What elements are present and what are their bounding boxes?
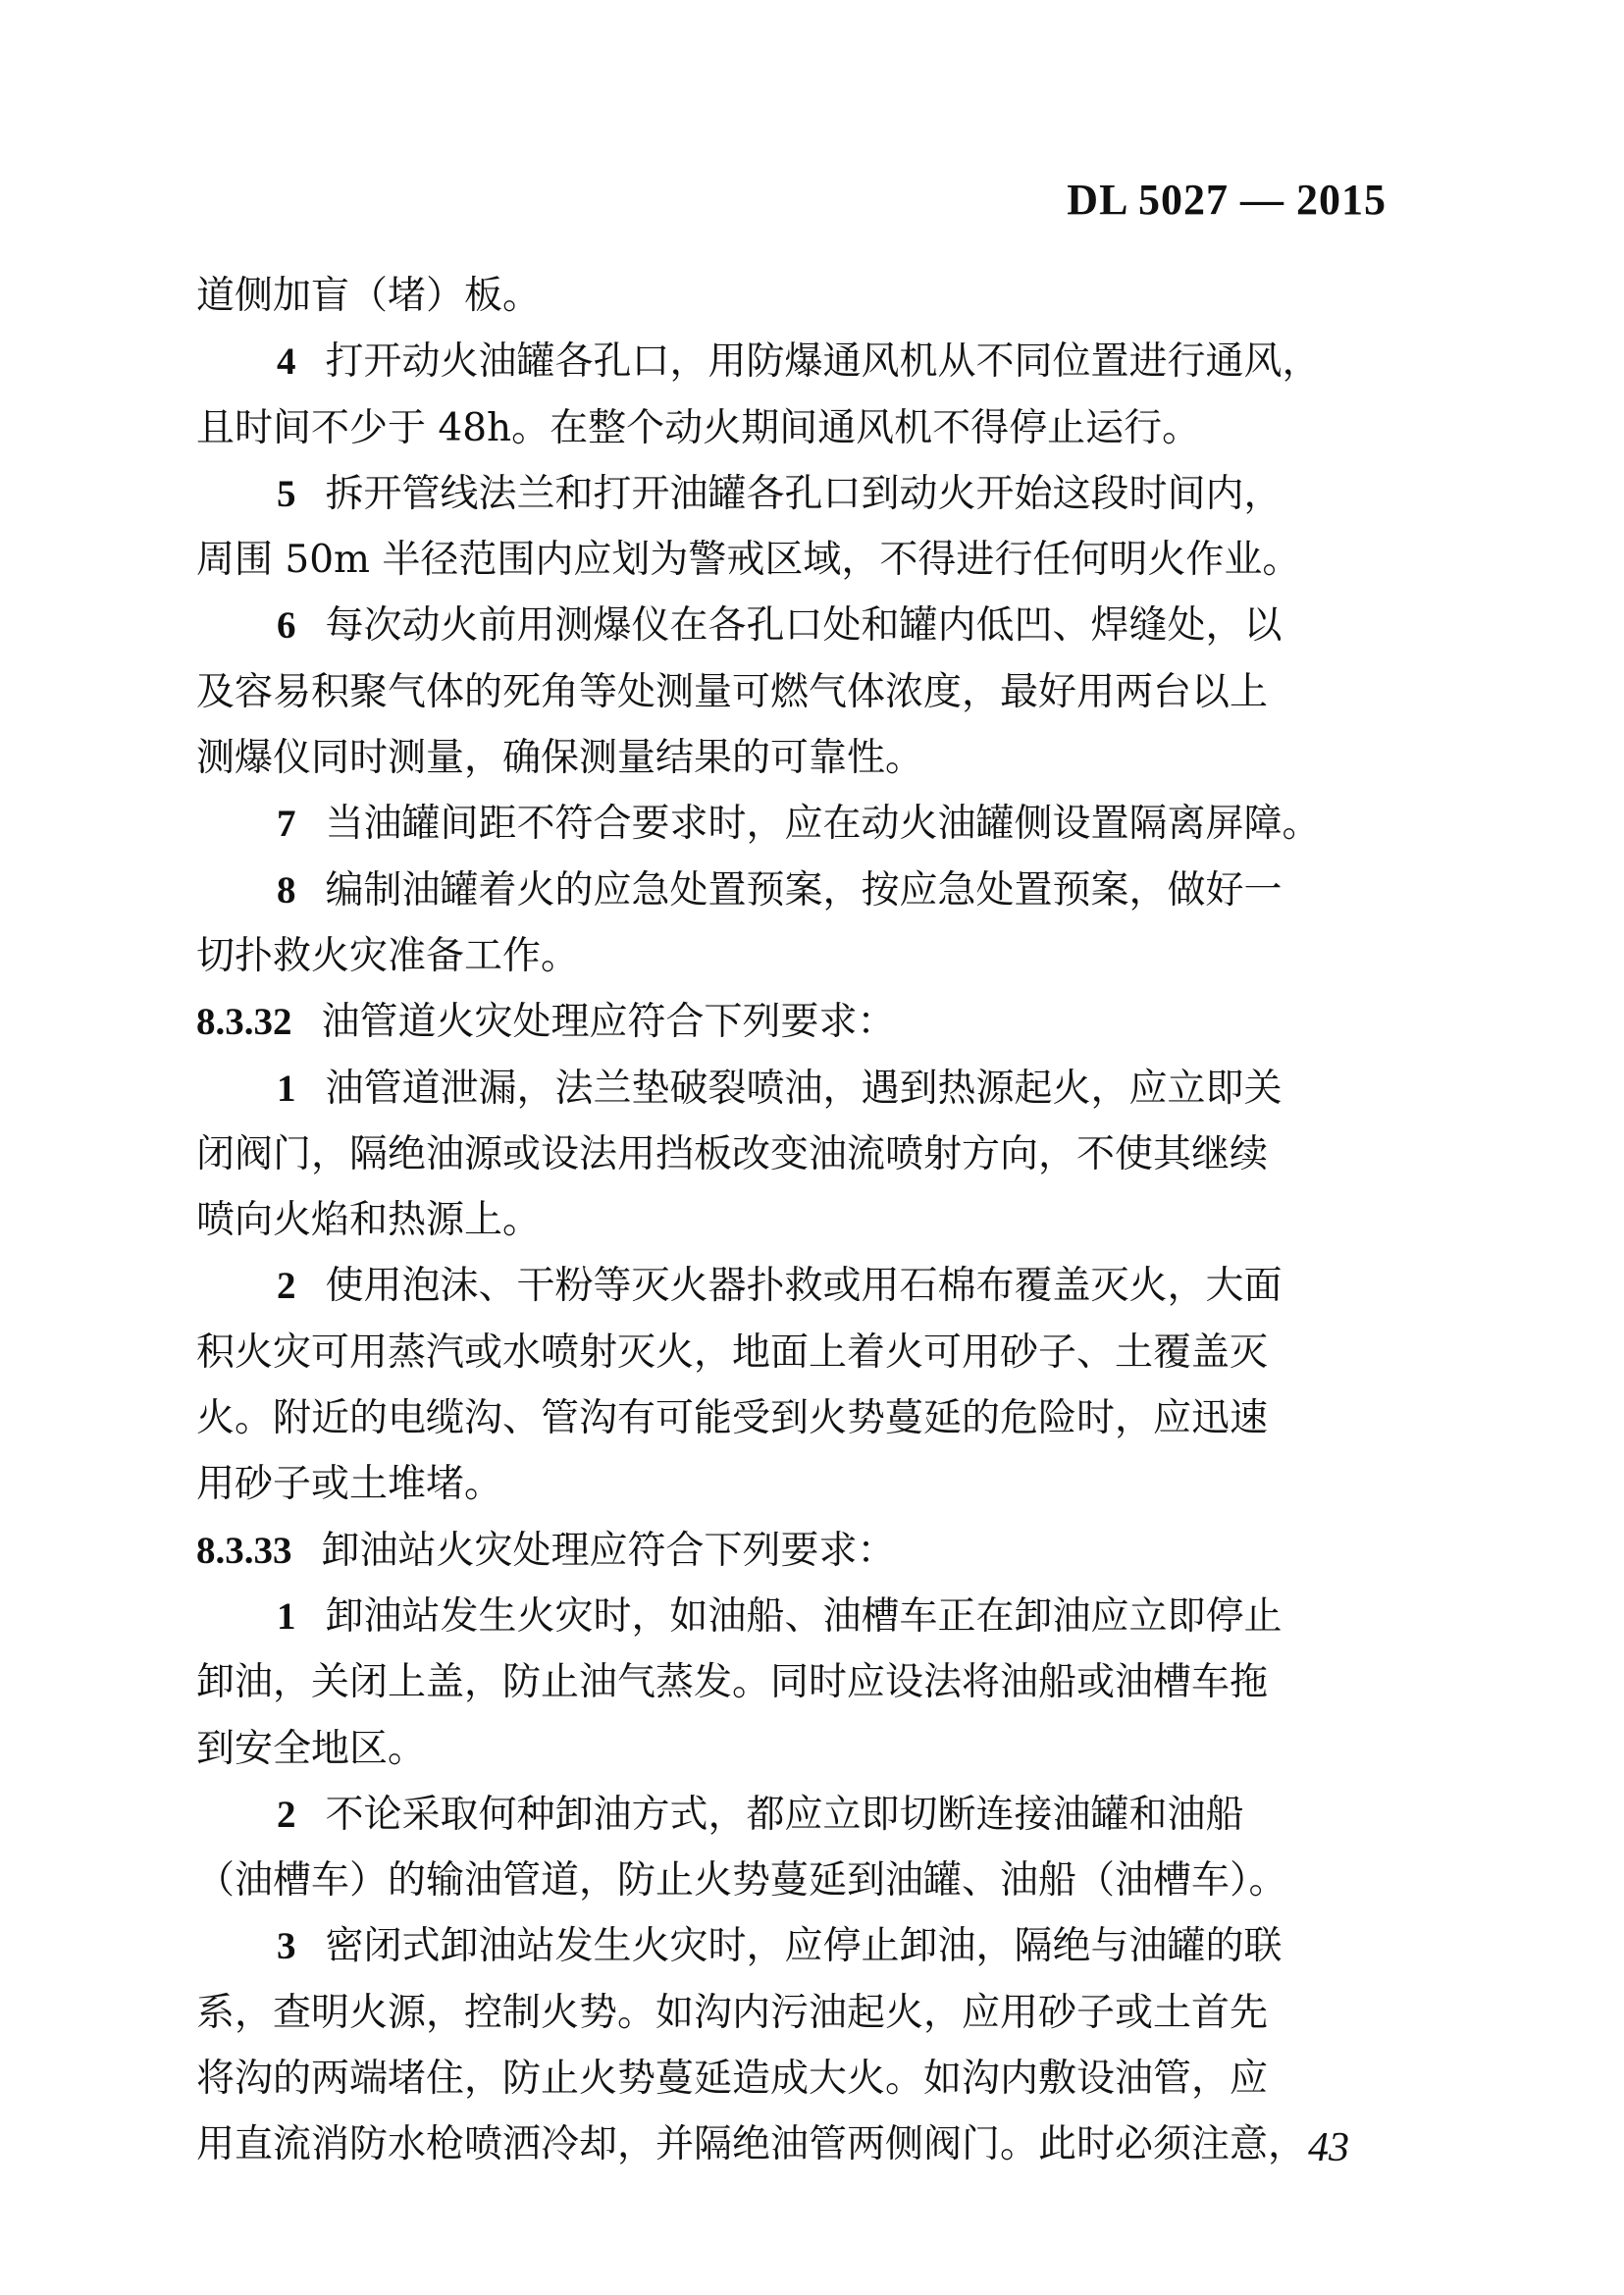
- line-text: （油槽车）的输油管道，防止火势蔓延到油罐、油船（油槽车）。: [196, 1858, 1287, 1904]
- item-number: 4: [277, 340, 296, 384]
- line-text: 密闭式卸油站发生火灾时，应停止卸油，隔绝与油罐的联: [325, 1924, 1283, 1969]
- text-line: [196, 1716, 1388, 1782]
- text-line: [196, 2046, 1388, 2112]
- line-text: 每次动火前用测爆仪在各孔口处和罐内低凹、焊缝处，以: [325, 603, 1283, 649]
- line-text: 及容易积聚气体的死角等处测量可燃气体浓度，最好用两台以上: [196, 669, 1269, 714]
- line-text: 测爆仪同时测量，确保测量结果的可靠性。: [196, 736, 924, 781]
- page-number: 43: [1308, 2125, 1349, 2170]
- text-line: [196, 461, 1388, 527]
- text-line: [196, 1980, 1388, 2046]
- line-text: 使用泡沫、干粉等灭火器扑救或用石棉布覆盖灭火，大面: [325, 1264, 1283, 1309]
- clause-number: 8.3.32: [196, 1001, 292, 1044]
- item-number: 8: [277, 868, 296, 912]
- line-text: 编制油罐着火的应急处置预案，按应急处置预案，做好一: [325, 867, 1283, 913]
- text-line: [196, 1782, 1388, 1848]
- line-text: 周围 50m 半径范围内应划为警戒区域，不得进行任何明火作业。: [196, 538, 1301, 583]
- line-text: 卸油站火灾处理应符合下列要求：: [321, 1528, 896, 1573]
- line-text: 积火灾可用蒸汽或水喷射灭火，地面上着火可用砂子、土覆盖灭: [196, 1330, 1269, 1375]
- text-line: [196, 2112, 1388, 2177]
- line-text: 将沟的两端堵住，防止火势蔓延造成大火。如沟内敷设油管，应: [196, 2057, 1269, 2102]
- text-line: [196, 1913, 1388, 1979]
- body-text: [196, 263, 1388, 2178]
- item-number: 1: [277, 1067, 296, 1110]
- line-text: 闭阀门，隔绝油源或设法用挡板改变油流喷射方向，不使其继续: [196, 1131, 1269, 1176]
- text-line: [196, 329, 1388, 394]
- line-text: 切扑救火灾准备工作。: [196, 933, 580, 978]
- line-text: 系，查明火源，控制火势。如沟内污油起火，应用砂子或土首先: [196, 1990, 1269, 2035]
- line-text: 卸油站发生火灾时，如油船、油槽车正在卸油应立即停止: [325, 1593, 1283, 1639]
- text-line: [196, 1451, 1388, 1517]
- line-text: 喷向火焰和热源上。: [196, 1198, 542, 1243]
- line-text: 油管道火灾处理应符合下列要求：: [321, 1000, 896, 1045]
- text-line: [196, 1121, 1388, 1187]
- text-line: [196, 1518, 1388, 1584]
- standard-code: DL 5027 — 2015: [1067, 176, 1387, 224]
- line-text: 当油罐间距不符合要求时，应在动火油罐侧设置隔离屏障。: [325, 802, 1321, 847]
- line-text: 用直流消防水枪喷洒冷却，并隔绝油管两侧阀门。此时必须注意，: [196, 2122, 1307, 2167]
- line-text: 油管道泄漏，法兰垫破裂喷油，遇到热源起火，应立即关: [325, 1066, 1283, 1111]
- text-line: [196, 1320, 1388, 1385]
- line-text: 不论采取何种卸油方式，都应立即切断连接油罐和油船: [325, 1792, 1244, 1837]
- line-text: 拆开管线法兰和打开油罐各孔口到动火开始这段时间内，: [325, 471, 1283, 516]
- text-line: [196, 858, 1388, 923]
- item-number: 1: [277, 1594, 296, 1638]
- item-number: 6: [277, 604, 296, 648]
- line-text: 到安全地区。: [196, 1726, 427, 1771]
- line-text: 用砂子或土堆堵。: [196, 1462, 503, 1507]
- text-line: [196, 1056, 1388, 1121]
- text-line: [196, 527, 1388, 593]
- text-line: [196, 593, 1388, 658]
- text-line: [196, 1385, 1388, 1451]
- item-number: 5: [277, 472, 296, 515]
- item-number: 2: [277, 1793, 296, 1836]
- line-text: 火。附近的电缆沟、管沟有可能受到火势蔓延的危险时，应迅速: [196, 1396, 1269, 1441]
- text-line: [196, 725, 1388, 791]
- text-line: [196, 1187, 1388, 1253]
- item-number: 2: [277, 1265, 296, 1308]
- line-text: 打开动火油罐各孔口，用防爆通风机从不同位置进行通风，: [325, 339, 1321, 385]
- line-text: 道侧加盲（堵）板。: [196, 274, 542, 318]
- text-line: [196, 989, 1388, 1055]
- text-line: [196, 395, 1388, 461]
- line-text: 且时间不少于 48h。在整个动火期间通风机不得停止运行。: [196, 405, 1201, 450]
- text-line: [196, 1649, 1388, 1715]
- text-line: [196, 659, 1388, 725]
- line-text: 卸油，关闭上盖，防止油气蒸发。同时应设法将油船或油槽车拖: [196, 1660, 1269, 1705]
- text-line: [196, 1253, 1388, 1319]
- item-number: 7: [277, 803, 296, 846]
- text-line: [196, 923, 1388, 989]
- text-line: [196, 263, 1388, 329]
- item-number: 3: [277, 1925, 296, 1968]
- clause-number: 8.3.33: [196, 1529, 292, 1572]
- text-line: [196, 1584, 1388, 1649]
- text-line: [196, 1848, 1388, 1913]
- text-line: [196, 791, 1388, 857]
